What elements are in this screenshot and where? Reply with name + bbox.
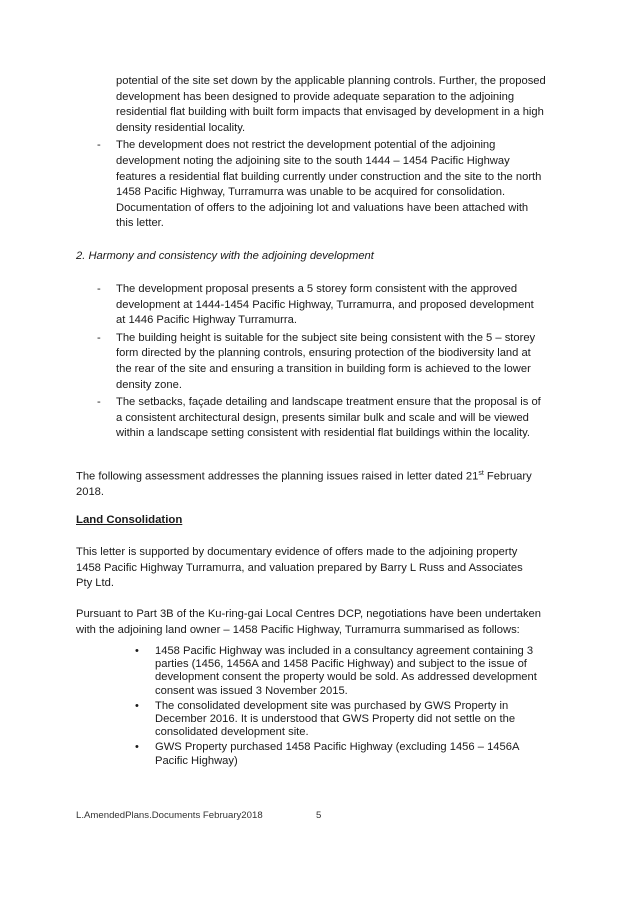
text-line: Pacific Highway) xyxy=(155,754,238,767)
list-marker: - xyxy=(97,396,101,409)
text-line: residential flat building with built form impacts that envisaged by development in a high xyxy=(116,106,544,119)
text-line: The development does not restrict the development potential of the adjoining xyxy=(116,139,496,152)
bullet-list xyxy=(135,645,562,768)
bullet-icon: • xyxy=(135,699,139,712)
list-item xyxy=(76,331,562,393)
text-line: a consistent architectural design, presents similar bulk and scale and will be viewed xyxy=(116,411,529,424)
list-item xyxy=(76,138,562,232)
text-line: The building height is suitable for the subject site being consistent with the 5 – storey xyxy=(116,331,536,344)
assessment-paragraph xyxy=(76,466,562,501)
text-line: This letter is supported by documentary evidence of offers made to the adjoining property xyxy=(76,546,518,558)
text-line: GWS Property purchased 1458 Pacific Highway (excluding 1456 – 1456A xyxy=(155,741,520,754)
footer-doc-name: L.AmendedPlans.Documents February2018 xyxy=(76,810,263,821)
text-line: The development proposal presents a 5 storey form consistent with the approved xyxy=(116,283,518,295)
text-line: consent was issued 3 November 2015. xyxy=(155,684,348,697)
superscript: st xyxy=(478,470,484,477)
list-marker: - xyxy=(97,283,101,295)
text-line: density residential locality. xyxy=(116,121,246,134)
text-line: development at 1444-1454 Pacific Highway, Turramurra, and proposed development xyxy=(116,298,534,311)
intro-list xyxy=(76,74,562,232)
section-heading: 2. Harmony and consistency with the adjoining development xyxy=(76,250,374,262)
text-line: consolidated development site. xyxy=(155,726,309,739)
text-line: Documentation of offers to the adjoining lot and valuations have been attached with xyxy=(116,201,529,214)
section2-list xyxy=(76,282,562,442)
text-line xyxy=(76,466,562,485)
list-marker: - xyxy=(97,331,101,344)
bullet-icon: • xyxy=(135,741,139,754)
section-heading: Land Consolidation xyxy=(76,514,183,526)
text-line: December 2016. It is understood that GWS Property did not settle on the xyxy=(155,713,516,726)
paragraph xyxy=(76,545,562,592)
text-line: Pty Ltd. xyxy=(76,577,114,590)
text-line: 1458 Pacific Highway was included in a consultancy agreement containing 3 xyxy=(155,645,534,657)
text-line: The setbacks, façade detailing and landscape treatment ensure that the proposal is of xyxy=(116,396,541,409)
text-run: February xyxy=(483,470,532,483)
bullet-icon: • xyxy=(135,645,139,657)
page-number: 5 xyxy=(316,810,322,821)
text-line: Pursuant to Part 3B of the Ku-ring-gai Local Centres DCP, negotiations have been undertaken xyxy=(76,608,541,620)
text-line: form directed by the planning controls, ensuring protection of the biodiversity land at xyxy=(116,347,531,360)
list-item xyxy=(76,74,562,136)
text-line: development consent the property would be sold. As addressed development xyxy=(155,671,537,684)
text-line: 1458 Pacific Highway Turramurra, and valuation prepared by Barry L Russ and Associates xyxy=(76,561,523,574)
list-item xyxy=(76,282,562,329)
text-line: development noting the adjoining site to the south 1444 – 1454 Pacific Highway xyxy=(116,154,510,167)
page-footer xyxy=(76,810,322,821)
list-item xyxy=(76,395,562,442)
text-line: development has been designed to provide adequate separation to the adjoining xyxy=(116,90,515,103)
list-marker: - xyxy=(97,139,101,152)
text-line: within a landscape setting consistent with residential flat buildings within the locality. xyxy=(116,427,530,440)
list-item xyxy=(135,645,562,698)
text-line: The consolidated development site was purchased by GWS Property in xyxy=(155,699,509,712)
text-line: with the adjoining land owner – 1458 Pacific Highway, Turramurra summarised as follows: xyxy=(76,623,520,636)
paragraph xyxy=(76,607,562,638)
text-line: density zone. xyxy=(116,378,182,391)
text-line: 2018. xyxy=(76,486,104,499)
list-item xyxy=(135,741,562,767)
text-line: potential of the site set down by the applicable planning controls. Further, the proposed xyxy=(116,75,546,87)
text-run: The following assessment addresses the planning issues raised in letter dated 21 xyxy=(76,470,479,483)
text-line: this letter. xyxy=(116,217,164,230)
list-item xyxy=(135,700,562,740)
text-line: parties (1456, 1456A and 1458 Pacific Highway) and subject to the issue of xyxy=(155,658,527,671)
text-line: 1458 Pacific Highway, Turramurra was unable to be acquired for consolidation. xyxy=(116,186,506,199)
text-line: at 1446 Pacific Highway Turramurra. xyxy=(116,314,297,327)
text-line: features a residential flat building currently under construction and the site to the north xyxy=(116,170,542,183)
text-line: the rear of the site and ensuring a transition in building form is achieved to the lower xyxy=(116,362,531,375)
